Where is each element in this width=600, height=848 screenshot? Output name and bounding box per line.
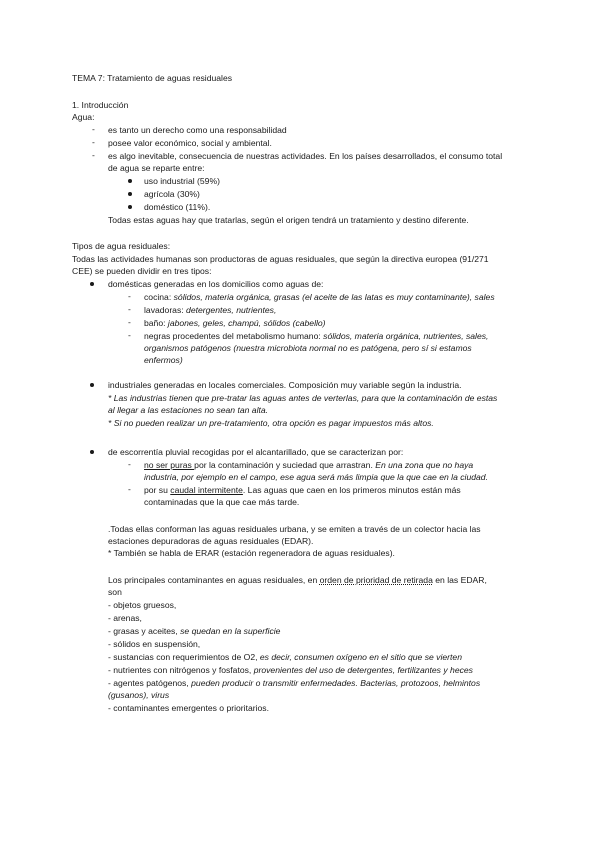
conform-note: * También se habla de ERAR (estación regeneradora de aguas residuales).: [108, 548, 395, 558]
item-text: - sólidos en suspensión,: [108, 639, 201, 649]
item-label: cocina:: [144, 292, 172, 302]
tipos-intro: Todas las actividades humanas son productoras de aguas residuales, que según la directiva europea (91/271: [72, 254, 489, 264]
consumo-item: uso industrial (59%): [144, 176, 220, 186]
escorrentia-item-continuation: contaminadas que la que cae más tarde.: [144, 497, 300, 507]
item-detail: es decir, consumen oxígeno en el sitio que se vierten: [257, 652, 462, 662]
item-text: - nutrientes con nitrógenos y fosfatos,: [108, 665, 252, 675]
domesticas-item: [144, 291, 495, 303]
agua-item: posee valor económico, social y ambiental.: [108, 138, 272, 148]
contaminantes-intro-continuation: son: [108, 587, 122, 597]
contaminante-item: [108, 638, 200, 650]
conform-text: estaciones depuradoras de aguas residuales (EDAR).: [108, 536, 314, 546]
item-text: por su: [144, 485, 171, 495]
escorrentia-item-continuation: industria, por ejemplo en el campo, ese agua será más limpia que la que cae en la ciudad.: [144, 472, 488, 482]
item-text: - agentes patógenos,: [108, 678, 189, 688]
industriales-note: * Si no pueden realizar un pre-tratamiento, otra opción es pagar impuestos más altos.: [108, 418, 434, 428]
agua-item-continuation: de agua se reparte entre:: [108, 163, 205, 173]
item-detail: En una zona que no haya: [372, 460, 474, 470]
domesticas-item: [144, 317, 326, 329]
bullet-dot-icon: [90, 383, 94, 387]
contaminante-item: [108, 625, 280, 637]
bullet-dot-icon: [128, 192, 132, 196]
item-text: - objetos gruesos,: [108, 600, 177, 610]
item-detail: sólidos, materia orgánica, nutrientes, sales,: [320, 331, 489, 341]
item-text: - sustancias con requerimientos de O2,: [108, 652, 258, 662]
item-text: . Las aguas que caen en los primeros minutos están más: [242, 485, 461, 495]
item-label: negras procedentes del metabolismo humano:: [144, 331, 321, 341]
item-detail: sólidos, materia orgánica, grasas (el aceite de las latas es muy contaminante), sales: [171, 292, 495, 302]
agua-label: Agua:: [72, 112, 95, 122]
consumo-item: doméstico (11%).: [144, 202, 211, 212]
underlined-phrase: no ser puras: [144, 460, 195, 470]
section-heading-tipos: Tipos de agua residuales:: [72, 241, 171, 251]
item-detail: provenientes del uso de detergentes, fertilizantes y heces: [251, 665, 473, 675]
dash-bullet-icon: -: [92, 124, 95, 134]
bullet-dot-icon: [90, 282, 94, 286]
item-text: - arenas,: [108, 613, 142, 623]
agua-item: es tanto un derecho como una responsabilidad: [108, 125, 287, 135]
contaminante-item: [108, 599, 176, 611]
dash-bullet-icon: -: [92, 137, 95, 147]
item-label: baño:: [144, 318, 166, 328]
industriales-note: * Las industrias tienen que pre-tratar las aguas antes de verterlas, para que la contaminación de estas: [108, 393, 498, 403]
domesticas-title: domésticas generadas en los domicilios como aguas de:: [108, 279, 324, 289]
consumo-note: Todas estas aguas hay que tratarlas, según el origen tendrá un tratamiento y destino diferente.: [108, 215, 469, 225]
contaminante-item-continuation: [108, 689, 169, 701]
underlined-phrase: caudal intermitente: [170, 485, 243, 495]
dash-bullet-icon: -: [92, 150, 95, 160]
tipos-intro: CEE) se pueden dividir en tres tipos:: [72, 266, 212, 276]
agua-item: es algo inevitable, consecuencia de nuestras actividades. En los países desarrollados, el consumo total: [108, 151, 503, 161]
document-title: TEMA 7: Tratamiento de aguas residuales: [72, 73, 233, 83]
contaminante-item: [108, 651, 462, 663]
item-text: - contaminantes emergentes o prioritarios.: [108, 703, 269, 713]
domesticas-item: [144, 330, 488, 342]
escorrentia-title: de escorrentía pluvial recogidas por el alcantarillado, que se caracterizan por:: [108, 447, 404, 457]
item-text: - grasas y aceites,: [108, 626, 178, 636]
dash-bullet-icon: -: [128, 459, 131, 469]
domesticas-item-continuation: enfermos): [144, 355, 183, 365]
consumo-item: agrícola (30%): [144, 189, 200, 199]
underlined-phrase: orden de prioridad de retirada: [319, 575, 433, 585]
item-detail: (gusanos), virus: [108, 690, 170, 700]
contaminante-item: [108, 702, 269, 714]
industriales-title: industriales generadas en locales comerciales. Composición muy variable según la industria.: [108, 380, 462, 390]
escorrentia-item: [144, 484, 461, 496]
contaminantes-intro: [108, 574, 487, 586]
item-detail: pueden producir o transmitir enfermedades. Bacterias, protozoos, helmintos: [188, 678, 481, 688]
domesticas-item: [144, 304, 276, 316]
conform-text: .Todas ellas conforman las aguas residuales urbana, y se emiten a través de un colector hacia las: [108, 524, 481, 534]
contaminante-item: [108, 664, 473, 676]
domesticas-item-continuation: organismos patógenos (nuestra microbiota normal no es patógena, pero sí si estamos: [144, 343, 472, 353]
bullet-dot-icon: [128, 179, 132, 183]
intro-text: en las EDAR,: [432, 575, 487, 585]
bullet-dot-icon: [128, 205, 132, 209]
contaminante-item: [108, 677, 480, 689]
section-heading-intro: 1. Introducción: [72, 100, 129, 110]
item-detail: jabones, geles, champú, sólidos (cabello): [165, 318, 326, 328]
item-detail: detergentes, nutrientes,: [183, 305, 277, 315]
escorrentia-item: [144, 459, 473, 471]
intro-text: Los principales contaminantes en aguas residuales, en: [108, 575, 320, 585]
dash-bullet-icon: -: [128, 291, 131, 301]
contaminante-item: [108, 612, 142, 624]
item-label: lavadoras:: [144, 305, 184, 315]
dash-bullet-icon: -: [128, 484, 131, 494]
bullet-dot-icon: [90, 450, 94, 454]
industriales-note: al llegar a las estaciones no sean tan alta.: [108, 405, 269, 415]
item-text: por la contaminación y suciedad que arrastran.: [194, 460, 373, 470]
dash-bullet-icon: -: [128, 317, 131, 327]
item-detail: se quedan en la superficie: [177, 626, 281, 636]
dash-bullet-icon: -: [128, 304, 131, 314]
dash-bullet-icon: -: [128, 330, 131, 340]
